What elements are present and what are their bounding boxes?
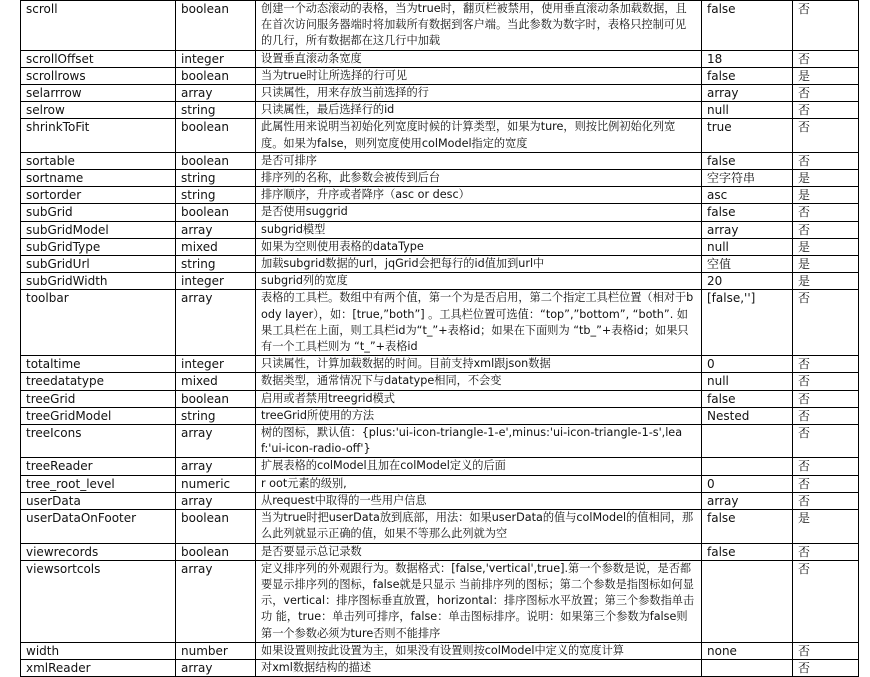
table-row	[21, 204, 859, 221]
param-name-cell: xmlReader	[21, 659, 176, 676]
param-description-cell: 扩展表格的colModel且加在colModel定义的后面	[256, 458, 702, 475]
param-name-cell: treeIcons	[21, 425, 176, 458]
param-required-cell: 否	[793, 102, 859, 119]
param-required-cell: 否	[793, 50, 859, 67]
table-row	[21, 510, 859, 543]
table-row	[21, 102, 859, 119]
param-description-cell: 设置垂直滚动条宽度	[256, 50, 702, 67]
table-row	[21, 356, 859, 373]
param-description-cell: 只读属性，计算加载数据的时间。目前支持xml跟json数据	[256, 356, 702, 373]
param-name-cell: tree_root_level	[21, 475, 176, 492]
param-required-cell: 是	[793, 510, 859, 543]
param-required-cell: 否	[793, 642, 859, 659]
param-default-cell: none	[702, 642, 793, 659]
param-required-cell: 否	[793, 1, 859, 51]
param-description-cell: 对xml数据结构的描述	[256, 659, 702, 676]
param-description-cell: 是否使用suggrid	[256, 204, 702, 221]
param-default-cell: false	[702, 67, 793, 84]
param-default-cell: asc	[702, 187, 793, 204]
param-default-cell: array	[702, 221, 793, 238]
param-required-cell: 否	[793, 475, 859, 492]
param-name-cell: subGrid	[21, 204, 176, 221]
param-description-cell: 如果设置则按此设置为主，如果没有设置则按colModel中定义的宽度计算	[256, 642, 702, 659]
table-row	[21, 67, 859, 84]
table-row	[21, 221, 859, 238]
param-description-cell: 表格的工具栏。数组中有两个值，第一个为是否启用，第二个指定工具栏位置（相对于body layer），如：[true,”both”] 。工具栏位置可选值：“top”,”bottom”, “both”. 如果工具栏在上面，则工具栏id为“t_”+表格id；如果在下面则为 “tb_”+表格id；如果只有一个工具栏则为 “t_”+表格id	[256, 290, 702, 356]
param-type-cell: integer	[176, 356, 256, 373]
param-name-cell: toolbar	[21, 290, 176, 356]
param-description-cell: r oot元素的级别,	[256, 475, 702, 492]
param-type-cell: boolean	[176, 543, 256, 560]
param-required-cell: 是	[793, 238, 859, 255]
param-type-cell: string	[176, 256, 256, 273]
param-name-cell: userData	[21, 492, 176, 509]
table-row	[21, 256, 859, 273]
param-default-cell: [false,'']	[702, 290, 793, 356]
param-required-cell: 是	[793, 187, 859, 204]
param-name-cell: scrollrows	[21, 67, 176, 84]
param-required-cell: 否	[793, 152, 859, 169]
param-description-cell: subgrid模型	[256, 221, 702, 238]
table-row	[21, 492, 859, 509]
param-name-cell: totaltime	[21, 356, 176, 373]
table-row	[21, 560, 859, 642]
param-description-cell: 启用或者禁用treegrid模式	[256, 390, 702, 407]
param-required-cell: 否	[793, 543, 859, 560]
param-required-cell: 否	[793, 492, 859, 509]
param-type-cell: boolean	[176, 204, 256, 221]
param-type-cell: array	[176, 425, 256, 458]
param-description-cell: 排序列的名称，此参数会被传到后台	[256, 170, 702, 187]
param-type-cell: array	[176, 492, 256, 509]
param-default-cell: false	[702, 204, 793, 221]
table-row	[21, 273, 859, 290]
param-type-cell: array	[176, 659, 256, 676]
param-required-cell: 是	[793, 256, 859, 273]
param-required-cell: 否	[793, 425, 859, 458]
param-description-cell: 如果为空则使用表格的dataType	[256, 238, 702, 255]
param-description-cell: 数据类型，通常情况下与datatype相同，不会变	[256, 373, 702, 390]
param-name-cell: viewrecords	[21, 543, 176, 560]
param-default-cell: 空字符串	[702, 170, 793, 187]
param-name-cell: subGridWidth	[21, 273, 176, 290]
param-name-cell: sortable	[21, 152, 176, 169]
param-name-cell: treeReader	[21, 458, 176, 475]
param-name-cell: treeGridModel	[21, 407, 176, 424]
param-name-cell: scrollOffset	[21, 50, 176, 67]
param-name-cell: scroll	[21, 1, 176, 51]
param-type-cell: string	[176, 187, 256, 204]
param-name-cell: subGridType	[21, 238, 176, 255]
table-row	[21, 475, 859, 492]
param-name-cell: userDataOnFooter	[21, 510, 176, 543]
param-default-cell: false	[702, 1, 793, 51]
table-row	[21, 543, 859, 560]
parameter-table-body	[21, 1, 859, 677]
table-row	[21, 50, 859, 67]
param-name-cell: shrinkToFit	[21, 119, 176, 152]
param-required-cell: 否	[793, 390, 859, 407]
param-description-cell: 只读属性，最后选择行的id	[256, 102, 702, 119]
param-name-cell: width	[21, 642, 176, 659]
parameter-table	[20, 0, 859, 677]
table-row	[21, 85, 859, 102]
param-type-cell: integer	[176, 273, 256, 290]
param-required-cell: 否	[793, 560, 859, 642]
table-row	[21, 170, 859, 187]
param-type-cell: mixed	[176, 373, 256, 390]
param-required-cell: 否	[793, 407, 859, 424]
param-name-cell: subGridModel	[21, 221, 176, 238]
param-description-cell: 创建一个动态滚动的表格，当为true时，翻页栏被禁用，使用垂直滚动条加载数据，且在首次访问服务器端时将加载所有数据到客户端。当此参数为数字时，表格只控制可见的几行，所有数据都在这几行中加载	[256, 1, 702, 51]
table-row	[21, 1, 859, 51]
param-description-cell: 是否可排序	[256, 152, 702, 169]
param-description-cell: 只读属性，用来存放当前选择的行	[256, 85, 702, 102]
param-type-cell: mixed	[176, 238, 256, 255]
param-default-cell: Nested	[702, 407, 793, 424]
param-type-cell: array	[176, 560, 256, 642]
param-type-cell: boolean	[176, 67, 256, 84]
param-default-cell: 20	[702, 273, 793, 290]
table-row	[21, 425, 859, 458]
param-description-cell: 是否要显示总记录数	[256, 543, 702, 560]
table-row	[21, 390, 859, 407]
param-description-cell: 树的图标，默认值：{plus:'ui-icon-triangle-1-e',minus:'ui-icon-triangle-1-s',leaf:'ui-icon-radio-off'}	[256, 425, 702, 458]
param-type-cell: boolean	[176, 119, 256, 152]
param-type-cell: array	[176, 85, 256, 102]
param-description-cell: 此属性用来说明当初始化列宽度时候的计算类型，如果为ture，则按比例初始化列宽度。如果为false，则列宽度使用colModel指定的宽度	[256, 119, 702, 152]
table-row	[21, 458, 859, 475]
param-name-cell: sortorder	[21, 187, 176, 204]
param-default-cell: null	[702, 373, 793, 390]
param-type-cell: numeric	[176, 475, 256, 492]
param-type-cell: number	[176, 642, 256, 659]
table-row	[21, 373, 859, 390]
param-name-cell: sortname	[21, 170, 176, 187]
param-required-cell: 否	[793, 458, 859, 475]
param-description-cell: 排序顺序，升序或者降序（asc or desc）	[256, 187, 702, 204]
param-default-cell	[702, 659, 793, 676]
table-row	[21, 152, 859, 169]
param-default-cell: 空值	[702, 256, 793, 273]
param-required-cell: 否	[793, 119, 859, 152]
param-type-cell: array	[176, 458, 256, 475]
param-description-cell: subgrid列的宽度	[256, 273, 702, 290]
param-type-cell: string	[176, 170, 256, 187]
param-type-cell: array	[176, 290, 256, 356]
param-required-cell: 否	[793, 290, 859, 356]
param-type-cell: boolean	[176, 1, 256, 51]
param-default-cell: null	[702, 238, 793, 255]
param-name-cell: selrow	[21, 102, 176, 119]
param-required-cell: 否	[793, 221, 859, 238]
param-type-cell: integer	[176, 50, 256, 67]
param-type-cell: boolean	[176, 390, 256, 407]
param-name-cell: selarrrow	[21, 85, 176, 102]
param-default-cell: 0	[702, 356, 793, 373]
param-description-cell: 定义排序列的外观跟行为。数据格式：[false,'vertical',true].第一个参数是说，是否都要显示排序列的图标，false就是只显示 当前排序列的图标；第二个参数是指图标如何显示，vertical：排序图标垂直放置，horizontal：排序图标水平放置；第三个参数指单击功 能，true：单击列可排序，false：单击图标排序。说明：如果第三个参数为false则第一个参数必须为ture否则不能排序	[256, 560, 702, 642]
param-default-cell: false	[702, 390, 793, 407]
table-row	[21, 290, 859, 356]
param-default-cell	[702, 458, 793, 475]
param-required-cell: 是	[793, 170, 859, 187]
param-default-cell: false	[702, 543, 793, 560]
param-description-cell: 当为true时让所选择的行可见	[256, 67, 702, 84]
table-row	[21, 187, 859, 204]
param-required-cell: 是	[793, 273, 859, 290]
param-name-cell: treeGrid	[21, 390, 176, 407]
param-default-cell: array	[702, 85, 793, 102]
param-name-cell: viewsortcols	[21, 560, 176, 642]
table-row	[21, 659, 859, 676]
param-required-cell: 否	[793, 659, 859, 676]
param-default-cell: false	[702, 152, 793, 169]
param-required-cell: 否	[793, 85, 859, 102]
param-required-cell: 否	[793, 356, 859, 373]
param-type-cell: string	[176, 102, 256, 119]
param-description-cell: treeGrid所使用的方法	[256, 407, 702, 424]
param-type-cell: boolean	[176, 510, 256, 543]
table-row	[21, 642, 859, 659]
param-default-cell	[702, 560, 793, 642]
table-row	[21, 119, 859, 152]
param-type-cell: array	[176, 221, 256, 238]
table-row	[21, 407, 859, 424]
param-default-cell	[702, 425, 793, 458]
param-name-cell: treedatatype	[21, 373, 176, 390]
param-description-cell: 加载subgrid数据的url，jqGrid会把每行的id值加到url中	[256, 256, 702, 273]
param-default-cell: null	[702, 102, 793, 119]
param-name-cell: subGridUrl	[21, 256, 176, 273]
param-default-cell: false	[702, 510, 793, 543]
param-description-cell: 当为true时把userData放到底部，用法：如果userData的值与colModel的值相同，那么此列就显示正确的值，如果不等那么此列就为空	[256, 510, 702, 543]
param-default-cell: 18	[702, 50, 793, 67]
param-type-cell: boolean	[176, 152, 256, 169]
param-required-cell: 否	[793, 373, 859, 390]
param-default-cell: array	[702, 492, 793, 509]
param-required-cell: 否	[793, 204, 859, 221]
param-required-cell: 是	[793, 67, 859, 84]
param-description-cell: 从request中取得的一些用户信息	[256, 492, 702, 509]
table-row	[21, 238, 859, 255]
param-default-cell: 0	[702, 475, 793, 492]
param-default-cell: true	[702, 119, 793, 152]
param-type-cell: string	[176, 407, 256, 424]
